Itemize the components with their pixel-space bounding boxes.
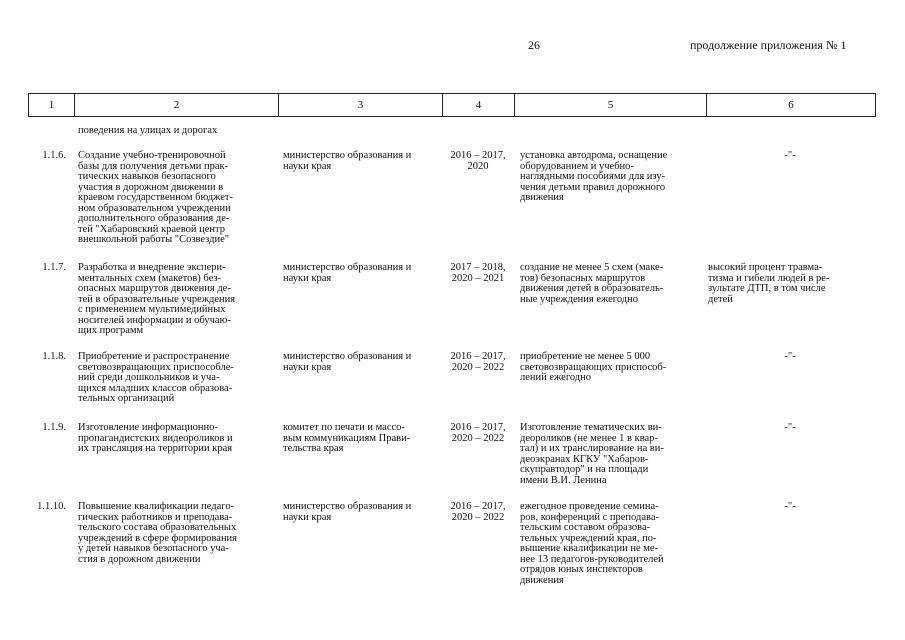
measure-name-line: ном образовательном учреждении (78, 202, 231, 214)
measure-name-line: щихся младших классов образова- (78, 382, 233, 394)
measure-name-cell (78, 423, 233, 455)
executor-line: министерство образования и (283, 262, 412, 273)
result-line: тельных учреждений края, по- (520, 532, 657, 544)
measure-name-line: Изготовление информационно- (78, 422, 218, 433)
executor-line: науки края (283, 361, 332, 373)
years-cell (438, 352, 518, 373)
risk-line: зультате ДТП, в том числе (708, 283, 826, 294)
result-line: приобретение не менее 5 000 (520, 351, 651, 362)
carryover-text: поведения на улицах и дорогах (78, 125, 218, 136)
measure-name-line: у детей навыков безопасного уча- (78, 543, 229, 554)
result-line: отрядов юных инспекторов (520, 564, 643, 575)
years-cell (438, 423, 518, 444)
result-line: вышение квалификации не ме- (520, 543, 659, 554)
measure-name-line: тических навыков безопасного (78, 171, 216, 182)
years-cell (438, 263, 518, 284)
result-line: чения детьми правил дорожного (520, 181, 666, 193)
measure-name-line: ментальных схем (макетов) без- (78, 272, 222, 284)
col-header-2: 2 (75, 94, 279, 117)
result-line: Изготовление тематических ви- (520, 422, 662, 433)
years-line: 2016 – 2017, (450, 150, 506, 161)
result-line: световозвращающих приспособ- (520, 361, 667, 373)
risk-cell (708, 263, 829, 305)
measure-name-line: краевом государственном бюджет- (78, 192, 234, 203)
executor-line: науки края (283, 160, 332, 172)
measure-name-cell (78, 352, 234, 405)
risk-line: -"- (784, 351, 796, 362)
years-line: 2016 – 2017, (450, 501, 506, 512)
row-number: 1.1.7. (42, 262, 66, 273)
result-cell (520, 352, 666, 384)
executor-line: вым коммуникациям Прави- (283, 432, 411, 444)
result-line: создание не менее 5 схем (маке- (520, 262, 664, 273)
risk-line: -"- (784, 501, 796, 512)
risk-cell (760, 502, 820, 513)
measure-name-line: тельского состава образовательных (78, 522, 237, 533)
row-number: 1.1.8. (42, 351, 66, 362)
col-header-5: 5 (515, 94, 707, 117)
risk-cell (760, 423, 820, 434)
risk-line: -"- (784, 150, 796, 161)
measure-name-line: опасных маршрутов движения де- (78, 283, 231, 294)
result-line: деороликов (не менее 1 в квар- (520, 432, 658, 444)
years-line: 2017 – 2018, (450, 262, 506, 273)
measure-name-line: их трансляция на территории края (78, 443, 233, 454)
years-cell (438, 502, 518, 523)
measure-name-line: Приобретение и распространение (78, 351, 230, 362)
result-line: ные учреждения ежегодно (520, 293, 638, 305)
executor-cell (283, 352, 411, 373)
risk-cell (760, 352, 820, 363)
measure-name-line: стия в дорожном движении (78, 553, 201, 565)
measure-name-cell (78, 263, 235, 337)
result-cell (520, 263, 663, 305)
measure-name-line: дополнительного образования де- (78, 213, 230, 224)
measure-name-line: с применением мультимедийных (78, 304, 226, 315)
result-line: тал) и их транслирование на ви- (520, 443, 664, 454)
measure-name-line: носителей информации и обучаю- (78, 314, 231, 326)
measure-name-line: гических работников и преподава- (78, 511, 233, 523)
result-line: движения (520, 574, 564, 586)
risk-line: детей (708, 293, 733, 305)
years-line: 2020 – 2021 (451, 272, 505, 284)
measure-name-line: учреждений в сфере формирования (78, 532, 238, 544)
years-cell (438, 151, 518, 172)
years-line: 2020 – 2022 (451, 432, 505, 444)
years-line: 2020 – 2022 (451, 361, 505, 373)
result-cell (520, 423, 664, 486)
col-header-3: 3 (279, 94, 443, 117)
result-line: лений ежегодно (520, 372, 592, 383)
executor-line: науки края (283, 511, 332, 523)
col-header-4: 4 (443, 94, 515, 117)
risk-cell (760, 151, 820, 162)
measure-name-line: внешкольной работы "Созвездие" (78, 234, 230, 245)
measure-name-line: щих программ (78, 325, 144, 336)
result-line: тов) безопасных маршрутов (520, 272, 646, 284)
column-number-header (28, 93, 876, 117)
risk-line: высокий процент травма- (708, 262, 823, 273)
measure-name-line: Создание учебно-тренировочной (78, 150, 226, 161)
measure-name-line: световозвращающих приспособле- (78, 361, 234, 373)
result-line: тельским составом образова- (520, 522, 651, 533)
result-line: имени В.И. Ленина (520, 474, 607, 486)
measure-name-line: Разработка и внедрение экспери- (78, 262, 226, 273)
years-line: 2016 – 2017, (450, 422, 506, 433)
executor-line: науки края (283, 272, 332, 284)
result-line: движения детей в образователь- (520, 283, 664, 294)
col-header-1: 1 (29, 94, 75, 117)
row-number: 1.1.6. (42, 150, 66, 161)
page-number: 26 (528, 38, 540, 52)
measure-name-line: базы для получения детьми прак- (78, 160, 229, 172)
result-line: движения (520, 192, 564, 203)
header-row (29, 94, 876, 117)
result-line: нее 13 педагогов-руководителей (520, 553, 664, 565)
result-line: ежегодное проведение семина- (520, 501, 659, 512)
result-line: наглядными пособиями для изу- (520, 171, 666, 182)
years-line: 2020 – 2022 (451, 511, 505, 523)
result-cell (520, 151, 667, 204)
result-line: ров, конференций с преподава- (520, 511, 659, 523)
measure-name-cell (78, 502, 237, 565)
years-line: 2016 – 2017, (450, 351, 506, 362)
measure-name-line: ний среди дошкольников и уча- (78, 372, 220, 383)
executor-line: тельства края (283, 443, 344, 454)
years-line: 2020 (467, 160, 489, 172)
executor-cell (283, 151, 411, 172)
continuation-label: продолжение приложения № 1 (690, 38, 847, 52)
executor-line: министерство образования и (283, 150, 412, 161)
executor-line: министерство образования и (283, 351, 412, 362)
result-line: оборудованием и учебно- (520, 160, 634, 172)
executor-cell (283, 502, 411, 523)
col-header-6: 6 (707, 94, 876, 117)
measure-name-line: Повышение квалификации педаго- (78, 501, 235, 512)
measure-name-line: тей в образовательные учреждения (78, 293, 236, 305)
result-line: деоэкранах КГКУ "Хабаров- (520, 453, 649, 465)
result-line: скуправтодор" и на площади (520, 464, 649, 475)
executor-line: министерство образования и (283, 501, 412, 512)
measure-name-line: участия в дорожном движении в (78, 181, 224, 193)
executor-cell (283, 263, 411, 284)
measure-name-line: тей "Хабаровский краевой центр (78, 223, 225, 235)
measure-name-line: пропагандистских видеороликов и (78, 432, 233, 444)
measure-name-line: тельных организаций (78, 393, 175, 404)
row-number: 1.1.10. (37, 501, 66, 512)
executor-cell (283, 423, 410, 455)
result-line: установка автодрома, оснащение (520, 150, 668, 161)
risk-line: тизма и гибели людей в ре- (708, 272, 830, 284)
risk-line: -"- (784, 422, 796, 433)
executor-line: комитет по печати и массо- (283, 422, 405, 433)
measure-name-cell (78, 151, 233, 246)
result-cell (520, 502, 664, 586)
row-number: 1.1.9. (42, 422, 66, 433)
